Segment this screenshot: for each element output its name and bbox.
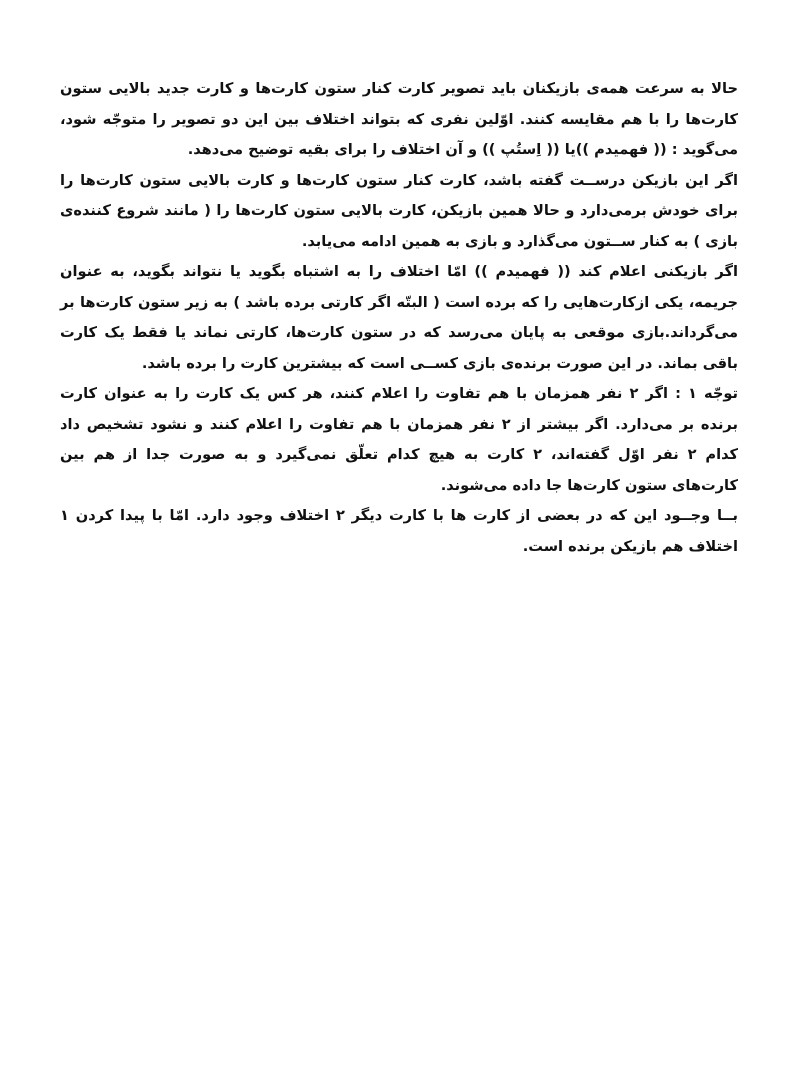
paragraph-comparison: حالا به سرعت همه‌ی بازیکنان باید تصویر کارت کنار ستون کارت‌ها و کارت جدید بالایی ستون کارت‌ها را با هم مقایسه کنند. اوّلین نفری که بتواند اختلاف بین این دو تصویر را متوجّه شود، می‌گوید : (( فهمیدم ))یا (( اِستُپ )) و آن اختلاف را برای بقیه توضیح می‌دهد. xyxy=(60,80,738,158)
paragraph-multiple-differences: بــا وجــود این که در بعضی از کارت ها با کارت دیگر ۲ اختلاف وجود دارد. امّا با پیدا کردن ۱ اختلاف هم بازیکن برنده است. xyxy=(60,507,738,555)
paragraph-note-1: توجّه ۱ : اگر ۲ نفر همزمان با هم تفاوت را اعلام کنند، هر کس یک کارت را به عنوان کارت برنده بر می‌دارد. اگر بیشتر از ۲ نفر همزمان با هم تفاوت را اعلام کنند و نشود تشخیص داد کدام ۲ نفر اوّل گفته‌اند، ۲ کارت به هیچ کدام تعلّق نمی‌گیرد و به صورت جدا از هم بین کارت‌های ستون کارت‌ها جا داده می‌شوند. xyxy=(60,385,739,494)
paragraph-correct-answer: اگر این بازیکن درســت گفته باشد، کارت کنار ستون کارت‌ها و کارت بالایی ستون کارت‌ها را برای خودش برمی‌دارد و حالا همین بازیکن، کارت بالایی ستون کارت‌ها را ( مانند شروع کننده‌ی بازی ) به کنار ســتون می‌گذارد و بازی به همین ادامه می‌یابد. xyxy=(60,171,738,250)
paragraph-wrong-answer: اگر بازیکنی اعلام کند (( فهمیدم )) امّا اختلاف را به اشتباه بگوید یا نتواند بگوید، به عنوان جریمه، یکی ازکارت‌هایی را که برده است ( البتّه اگر کارتی برده باشد ) به زیر ستون کارت‌ها بر می‌گرداند.بازی موقعی به پایان می‌رسد که در ستون کارت‌ها، کارتی نماند یا فقط یک کارت باقی بماند. در این صورت برنده‌ی بازی کســی است که بیشترین کارت را برده باشد. xyxy=(60,263,738,372)
rules-text-block xyxy=(60,74,738,562)
